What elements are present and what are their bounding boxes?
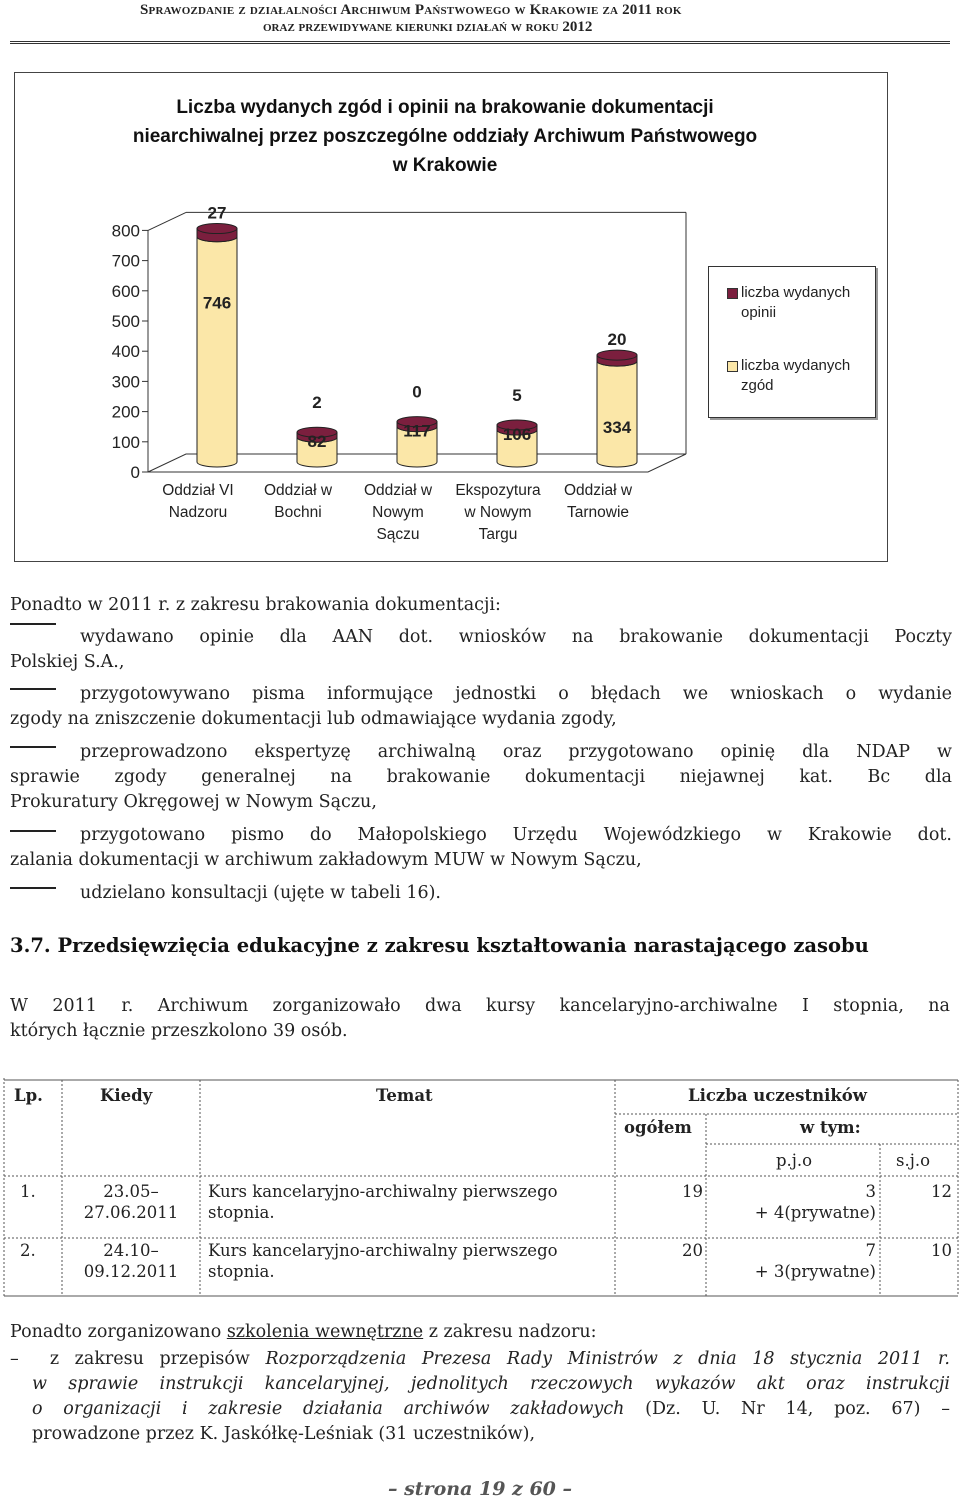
cell-pjo-line-2: + 4(prywatne): [754, 1203, 876, 1222]
data-label-opinii: 0: [412, 382, 422, 402]
bullet-2-line-1: przygotowywano pisma informujące jednostki o błędach we wnioskach o wydanie: [80, 684, 952, 704]
after-line-2-italic: w sprawie instrukcji kancelaryjnej, jednolitych rzeczowych wykazów akt oraz instrukcji: [32, 1374, 950, 1394]
x-tick-label: Nadzoru: [168, 504, 228, 521]
th-pjo: p.j.o: [776, 1151, 813, 1170]
legend-swatch-zgod: [727, 361, 738, 372]
x-tick-label: Tarnowie: [566, 504, 630, 521]
th-liczba: Liczba uczestników: [688, 1086, 867, 1105]
data-label-zgod: 117: [403, 421, 431, 441]
legend-label-opinii: liczba wydanych opinii: [741, 284, 851, 321]
data-label-zgod: 106: [502, 424, 532, 444]
x-tick-label: Oddział w: [563, 482, 633, 499]
after-line-4: prowadzone przez K. Jaskółkę-Leśniak (31 uczestników),: [32, 1424, 536, 1444]
x-tick-label: w Nowym: [464, 504, 532, 521]
bar-zgod-4: [597, 361, 637, 467]
data-label-opinii: 27: [207, 203, 227, 223]
cell-pjo-line-1: 7: [865, 1241, 876, 1260]
cell-temat-line-1: Kurs kancelaryjno-archiwalny pierwszego: [208, 1182, 558, 1201]
y-tick-label: 0: [130, 463, 140, 482]
dash-bullet: [10, 623, 56, 625]
cell-sjo: 12: [931, 1182, 952, 1201]
cell-kiedy-from: 23.05–: [103, 1182, 159, 1201]
after-line-2: [10, 1372, 950, 1397]
y-tick-label: 800: [111, 221, 140, 241]
after-text-underlined: szkolenia wewnętrzne: [226, 1322, 424, 1342]
header-line-1: Sprawozdanie z działalności Archiwum Państwowego w Krakowie za 2011 rok: [140, 2, 682, 18]
x-tick-label: Oddział w: [263, 482, 333, 499]
cell-temat: [208, 1241, 558, 1281]
bar-opinii-4-top: [597, 350, 637, 360]
cell-temat-line-1: Kurs kancelaryjno-archiwalny pierwszego: [208, 1241, 558, 1260]
cell-kiedy-to: 27.06.2011: [83, 1203, 179, 1222]
data-label-opinii: 5: [512, 385, 522, 405]
cell-pjo-line-2: + 3(prywatne): [754, 1262, 876, 1281]
after-line-3b: (Dz. U. Nr 14, poz. 67) –: [624, 1399, 950, 1419]
bullet-3-line-1: przeprowadzono ekspertyzę archiwalną oraz przygotowano opinię dla NDAP w: [80, 742, 952, 762]
bullet-3-line-3: Prokuratury Okręgowej w Nowym Sączu,: [10, 792, 377, 812]
section-paragraph-line-1: W 2011 r. Archiwum zorganizowało dwa kursy kancelaryjno-archiwalne I stopnia, na: [10, 996, 950, 1016]
cell-kiedy-from: 24.10–: [103, 1241, 159, 1260]
cell-ogolem: 20: [682, 1241, 703, 1260]
x-tick-label: Targu: [478, 526, 518, 543]
cell-kiedy: [62, 1182, 200, 1222]
bullet-1-line-1: wydawano opinie dla AAN dot. wniosków na brakowanie dokumentacji Poczty: [80, 627, 952, 647]
legend-swatch-opinii: [727, 288, 738, 299]
bullet-4-line-1: przygotowano pismo do Małopolskiego Urzędu Wojewódzkiego w Krakowie dot.: [80, 825, 952, 845]
after-line-1-italic: Rozporządzenia Prezesa Rady Ministrów z dnia 18 stycznia 2011 r.: [265, 1349, 950, 1369]
y-tick-label: 700: [111, 251, 140, 271]
x-tick-label: Sączu: [376, 526, 420, 543]
x-tick-label: Bochni: [274, 504, 322, 521]
dash-bullet: [10, 688, 56, 690]
bullet-2-line-2: zgody na zniszczenie dokumentacji lub odmawiające wydania zgody,: [10, 709, 617, 729]
cell-kiedy: [62, 1241, 200, 1281]
x-tick-label: Oddział VI: [162, 482, 234, 499]
y-tick-label: 200: [111, 402, 140, 422]
chart-title: Liczba wydanych zgód i opinii na brakowanie dokumentacji niearchiwalnej przez poszczególne oddziały Archiwum Państwowego w Krakowie: [132, 97, 758, 176]
data-label-opinii: 20: [607, 330, 627, 350]
bullet-4-line-2: zalania dokumentacji w archiwum zakładowym MUW w Nowym Sączu,: [10, 850, 642, 870]
after-dash: –: [10, 1349, 19, 1369]
y-tick-label: 500: [111, 312, 140, 331]
cell-sjo: 10: [931, 1241, 952, 1260]
intro-paragraph: Ponadto w 2011 r. z zakresu brakowania dokumentacji:: [10, 595, 501, 615]
th-wtym: w tym:: [800, 1118, 861, 1137]
cell-kiedy-to: 09.12.2011: [83, 1262, 179, 1281]
y-tick-label: 400: [111, 342, 140, 362]
dash-bullet: [10, 887, 56, 889]
data-label-zgod: 746: [202, 293, 232, 313]
bullet-3-line-2: sprawie zgody generalnej na brakowanie dokumentacji niejawnej kat. Bc dla: [10, 767, 952, 787]
bullet-5: [80, 881, 952, 906]
section-paragraph: [10, 994, 950, 1044]
after-text-a: Ponadto zorganizowano: [10, 1322, 227, 1342]
data-label-zgod: 82: [307, 432, 327, 452]
after-text-b: z zakresu nadzoru:: [423, 1322, 597, 1342]
section-paragraph-line-2: których łącznie przeszkolono 39 osób.: [10, 1021, 348, 1041]
cell-pjo-line-1: 3: [865, 1182, 876, 1201]
cell-pjo: [706, 1182, 876, 1222]
y-tick-label: 100: [111, 432, 140, 452]
chart-legend: [708, 266, 876, 418]
cell-temat-line-2: stopnia.: [208, 1203, 275, 1222]
x-tick-label: Ekspozytura: [455, 482, 541, 499]
after-line-3: [10, 1397, 950, 1422]
x-tick-label: Oddział w: [363, 482, 433, 499]
cell-pjo: [706, 1241, 876, 1281]
y-tick-label: 300: [111, 372, 140, 392]
section-heading: 3.7. Przedsięwzięcia edukacyjne z zakresu kształtowania narastającego zasobu: [10, 934, 869, 957]
bar-opinii-0-top: [197, 224, 237, 234]
legend-item-zgod: [741, 356, 869, 396]
bullet-1: [10, 625, 952, 675]
th-lp: Lp.: [14, 1086, 43, 1105]
y-tick-label: 600: [111, 281, 140, 301]
after-paragraph: [10, 1320, 597, 1345]
dash-bullet: [10, 746, 56, 748]
after-line-3-italic: o organizacji i zakresie działania archiwów zakładowych: [32, 1399, 625, 1419]
cell-temat: [208, 1182, 558, 1222]
bullet-3: [10, 740, 952, 815]
after-line-1a: z zakresu przepisów: [49, 1349, 266, 1369]
th-sjo: s.j.o: [896, 1151, 931, 1170]
after-list-item: [10, 1347, 950, 1447]
th-kiedy: Kiedy: [100, 1086, 153, 1105]
data-label-opinii: 2: [312, 393, 322, 413]
th-ogolem: ogółem: [624, 1118, 692, 1137]
header-line-2: oraz przewidywane kierunki działań w roku 2012: [263, 19, 593, 35]
legend-item-opinii: [741, 283, 869, 323]
bullet-2: [10, 682, 952, 732]
cell-ogolem: 19: [682, 1182, 703, 1201]
cell-lp: 1.: [20, 1182, 36, 1201]
courses-table: [0, 1078, 960, 1298]
data-label-zgod: 334: [602, 418, 632, 438]
bullet-5-line-1: udzielano konsultacji (ujęte w tabeli 16).: [80, 883, 441, 903]
after-line-1: [10, 1347, 950, 1372]
x-tick-label: Nowym: [372, 504, 424, 521]
th-temat: Temat: [376, 1086, 433, 1105]
dash-bullet: [10, 830, 56, 832]
bullet-1-line-2: Polskiej S.A.,: [10, 652, 125, 672]
cell-temat-line-2: stopnia.: [208, 1262, 275, 1281]
bar-zgod-0: [197, 237, 237, 467]
legend-label-zgod: liczba wydanych zgód: [741, 357, 851, 394]
bullet-4: [10, 823, 952, 873]
cell-lp: 2.: [20, 1241, 36, 1260]
page-footer: – strona 19 z 60 –: [387, 1478, 573, 1500]
